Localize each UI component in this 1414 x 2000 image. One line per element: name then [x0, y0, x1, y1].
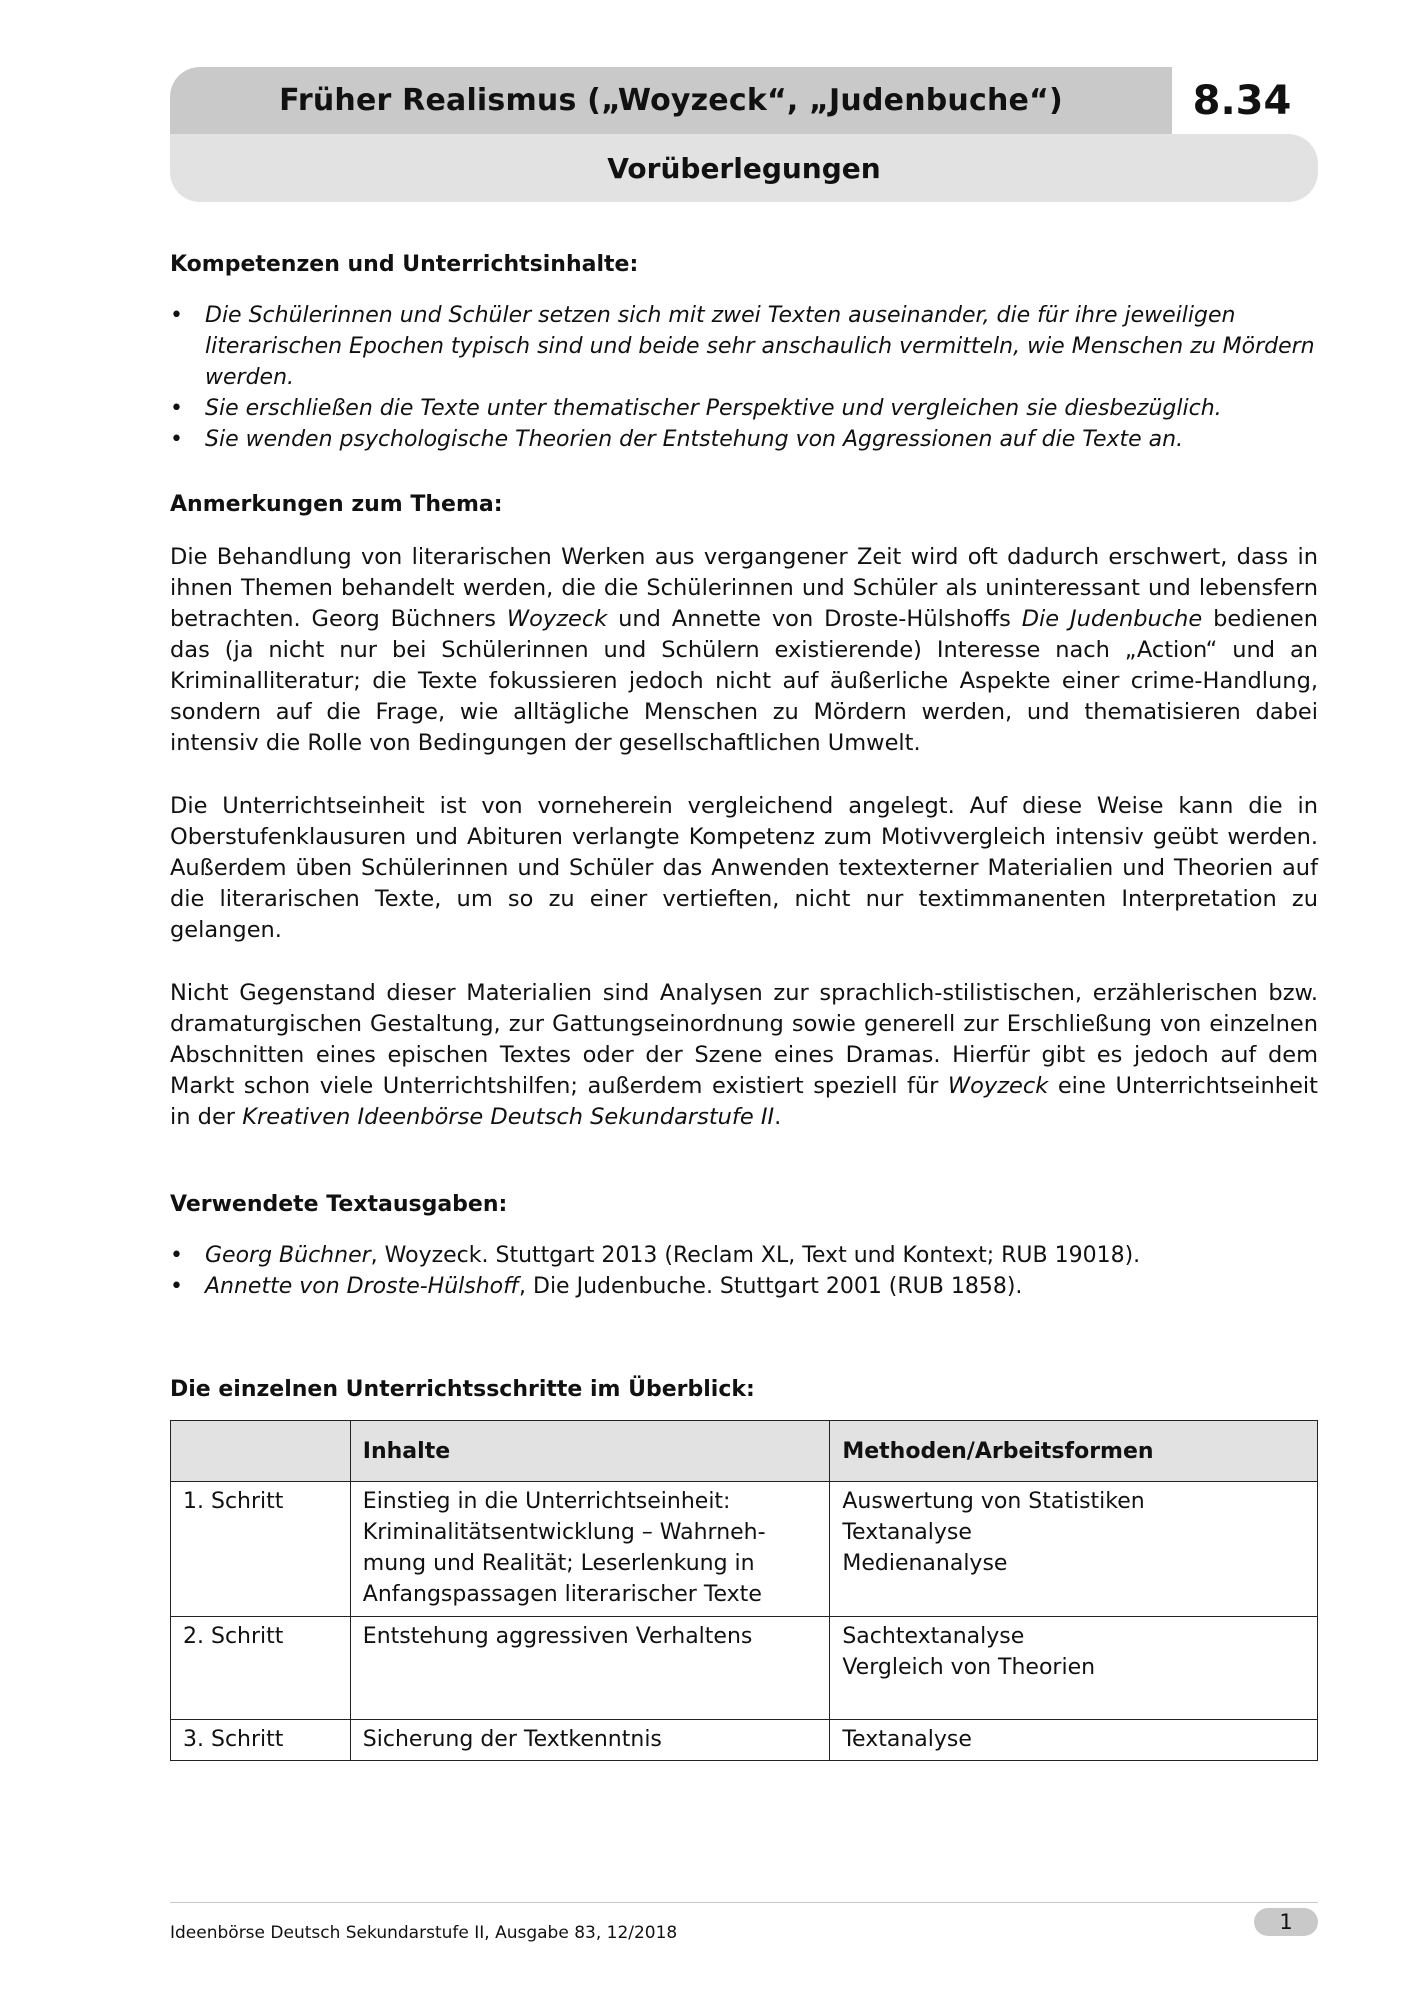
paragraph: Nicht Gegenstand dieser Materialien sind Analysen zur sprachlich-stilistischen, erzählerischen bzw. dramaturgischen Gestaltung, zur Gattungseinordnung sowie generell zur Erschließung von einzelnen Abschnitten eines epischen Textes oder der Szene eines Dramas. Hierfür gibt es jedoch auf dem Markt schon viele Unterrichtshilfen; außerdem existiert speziell für Woyzeck eine Unterrichtseinheit in der Kreativen Ideenbörse Deutsch Sekundarstufe II. [170, 980, 1318, 1130]
list-item: • Sie erschließen die Texte unter thematischer Perspektive und vergleichen sie diesbezüglich. [170, 393, 1318, 424]
list-item: • Die Schülerinnen und Schüler setzen sich mit zwei Texten auseinander, die für ihre jeweiligen literarischen Epochen typisch sind und beide sehr anschaulich vermitteln, wie Menschen zu Mördern werden. [170, 300, 1318, 393]
table-header-row [171, 1421, 1318, 1482]
step-cell: 3. Schritt [171, 1720, 351, 1761]
list-item: • Sie wenden psychologische Theorien der Entstehung von Aggressionen auf die Texte an. [170, 424, 1318, 455]
step-cell: 2. Schritt [171, 1617, 351, 1720]
page-title: Früher Realismus („Woyzeck“, „Judenbuche“) [279, 83, 1063, 118]
column-header [171, 1421, 351, 1482]
methoden-cell: Textanalyse [830, 1720, 1318, 1761]
table-row [171, 1482, 1318, 1617]
textausgaben-heading: Verwendete Textausgaben: [170, 1192, 508, 1217]
table-row [171, 1617, 1318, 1720]
inhalte-cell: Entstehung aggressiven Verhaltens [350, 1617, 830, 1720]
kompetenzen-list [170, 300, 1318, 455]
kompetenzen-heading: Kompetenzen und Unterrichtsinhalte: [170, 252, 639, 277]
page-subtitle: Vorüberlegungen [170, 134, 1318, 202]
inhalte-cell: Sicherung der Textkenntnis [350, 1720, 830, 1761]
list-item: • Annette von Droste-Hülshoff, Die Judenbuche. Stuttgart 2001 (RUB 1858). [170, 1271, 1318, 1302]
chapter-number: 8.34 [1192, 77, 1292, 124]
paragraph: Die Behandlung von literarischen Werken aus vergangener Zeit wird oft dadurch erschwert, dass in ihnen Themen behandelt werden, die die Schülerinnen und Schüler als uninteressant und lebensfern betrachten. Georg Büchners Woyzeck und Annette von Droste-Hülshoffs Die Judenbuche bedienen das (ja nicht nur bei Schülerinnen und Schülern existierende) Interesse nach „Action“ und an Kriminalliteratur; die Texte fokussieren jedoch nicht auf äußerliche Aspekte einer crime-Handlung, sondern auf die Frage, wie alltägliche Menschen zu Mördern werden, und thematisieren dabei intensiv die Rolle von Bedingungen der gesellschaftlichen Umwelt. [170, 544, 1318, 756]
footer-divider [170, 1902, 1318, 1903]
step-cell: 1. Schritt [171, 1482, 351, 1617]
column-header: Methoden/Arbeitsformen [830, 1421, 1318, 1482]
paragraph: Die Unterrichtseinheit ist von vorneherein vergleichend angelegt. Auf diese Weise kann die in Oberstufenklausuren und Abituren verlangte Kompetenz zum Motivvergleich intensiv geübt werden. Außerdem üben Schülerinnen und Schüler das Anwenden textexterner Materialien und Theorien auf die literarischen Texte, um so zu einer vertieften, nicht nur textimmanenten Interpretation zu gelangen. [170, 793, 1318, 943]
schritte-heading: Die einzelnen Unterrichtsschritte im Überblick: [170, 1377, 755, 1402]
column-header: Inhalte [350, 1421, 830, 1482]
header-title-bar [170, 67, 1172, 134]
anmerkungen-heading: Anmerkungen zum Thema: [170, 492, 503, 517]
textausgaben-list [170, 1240, 1318, 1302]
footer-source: Ideenbörse Deutsch Sekundarstufe II, Ausgabe 83, 12/2018 [170, 1923, 678, 1943]
anmerkungen-body [170, 542, 1318, 1133]
page-number: 1 [1254, 1908, 1318, 1936]
methoden-cell: Sachtextanalyse Vergleich von Theorien [830, 1617, 1318, 1720]
table-row [171, 1720, 1318, 1761]
methoden-cell: Auswertung von Statistiken Textanalyse Medienanalyse [830, 1482, 1318, 1617]
schritte-table [170, 1420, 1318, 1761]
inhalte-cell: Einstieg in die Unterrichtseinheit: Kriminalitätsentwicklung – Wahrneh- mung und Realität; Leserlenkung in Anfangspassagen literarischer Texte [350, 1482, 830, 1617]
list-item: • Georg Büchner, Woyzeck. Stuttgart 2013 (Reclam XL, Text und Kontext; RUB 19018). [170, 1240, 1318, 1271]
